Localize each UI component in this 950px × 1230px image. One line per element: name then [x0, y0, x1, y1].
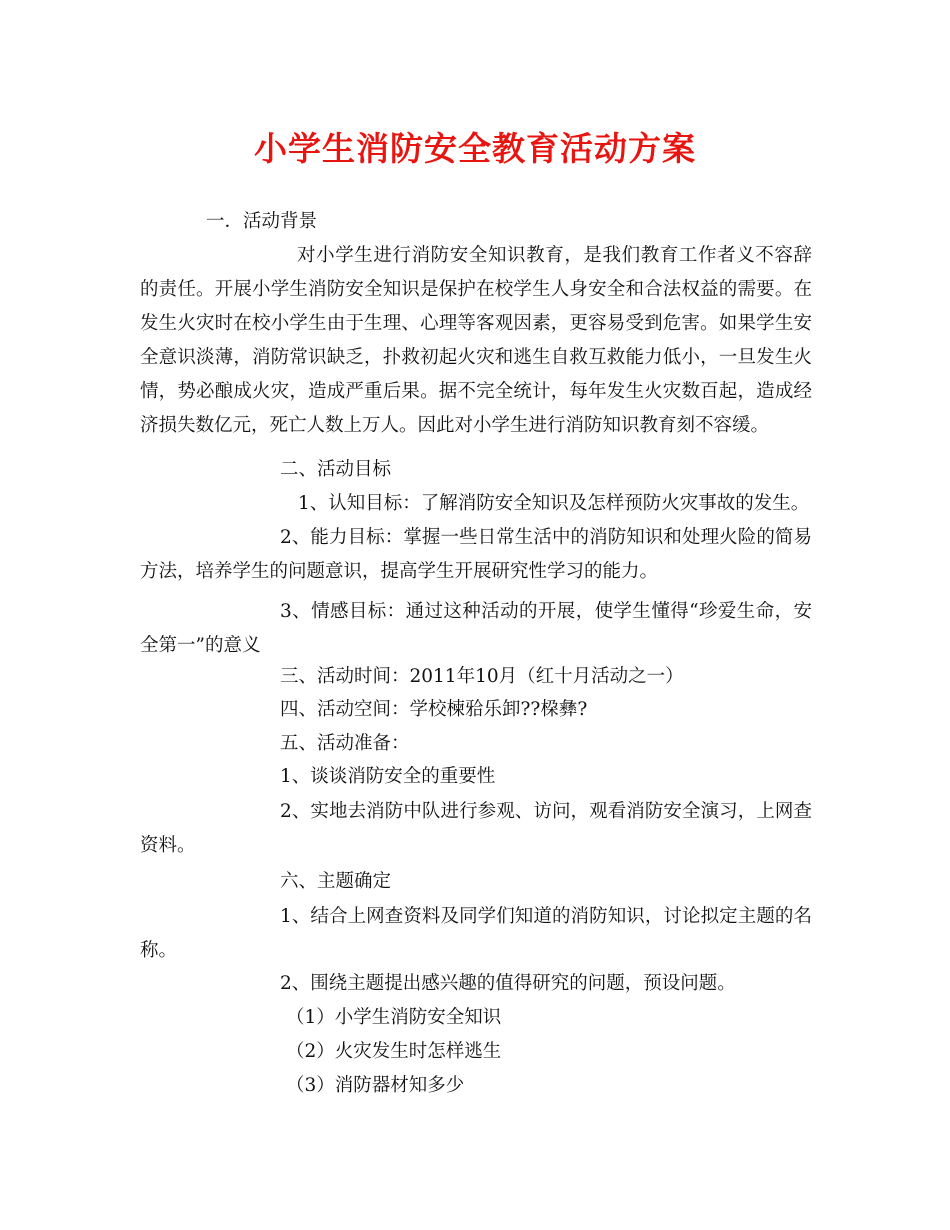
background-paragraph: 对小学生进行消防安全知识教育，是我们教育工作者义不容辞的责任。开展小学生消防安全知识是保护在校学生人身安全和合法权益的需要。在发生火灾时在校小学生由于生理、心理等客观因素，更容易受到危害。如果学生安全意识淡薄，消防常识缺乏，扑救初起火灾和逃生自救互救能力低小，一旦发生火情，势必酿成火灾，造成严重后果。据不完全统计，每年发生火灾数百起，造成经济损失数亿元，死亡人数上万人。因此对小学生进行消防知识教育刻不容缓。: [140, 245, 812, 436]
question-item-2: （2）火灾发生时怎样逃生: [286, 1041, 502, 1062]
section-heading-background: 一．活动背景: [206, 211, 318, 232]
preparation-item-1: 1、谈谈消防安全的重要性: [280, 766, 496, 787]
document-title: 小学生消防安全教育活动方案: [254, 129, 696, 168]
preparation-item-2: 2、实地去消防中队进行参观、访问，观看消防安全演习，上网查资料。: [140, 801, 812, 856]
goal-item-emotion: 3、情感目标：通过这种活动的开展，使学生懂得“珍爱生命，安全第一”的意义: [140, 601, 812, 656]
goal-item-ability: 2、能力目标：掌握一些日常生活中的消防知识和处理火险的简易方法，培养学生的问题意识，提高学生开展研究性学习的能力。: [140, 527, 812, 582]
goal-item-cognitive: 1、认知目标：了解消防安全知识及怎样预防火灾事故的发生。: [298, 493, 810, 514]
theme-item-2: 2、围绕主题提出感兴趣的值得研究的问题，预设问题。: [280, 973, 736, 994]
question-item-1: （1）小学生消防安全知识: [286, 1007, 502, 1028]
section-heading-goals: 二、活动目标: [280, 459, 392, 480]
question-item-3: （3）消防器材知多少: [286, 1075, 465, 1096]
theme-item-1: 1、结合上网查资料及同学们知道的消防知识，讨论拟定主题的名称。: [140, 906, 812, 961]
activity-time-line: 三、活动时间：2011年10月（红十月活动之一）: [280, 666, 684, 687]
section-heading-theme: 六、主题确定: [280, 871, 392, 892]
section-heading-preparation: 五、活动准备：: [280, 733, 410, 754]
activity-space-line: 四、活动空间：学校楝𬌗乐卸??桗彝?: [280, 699, 588, 720]
